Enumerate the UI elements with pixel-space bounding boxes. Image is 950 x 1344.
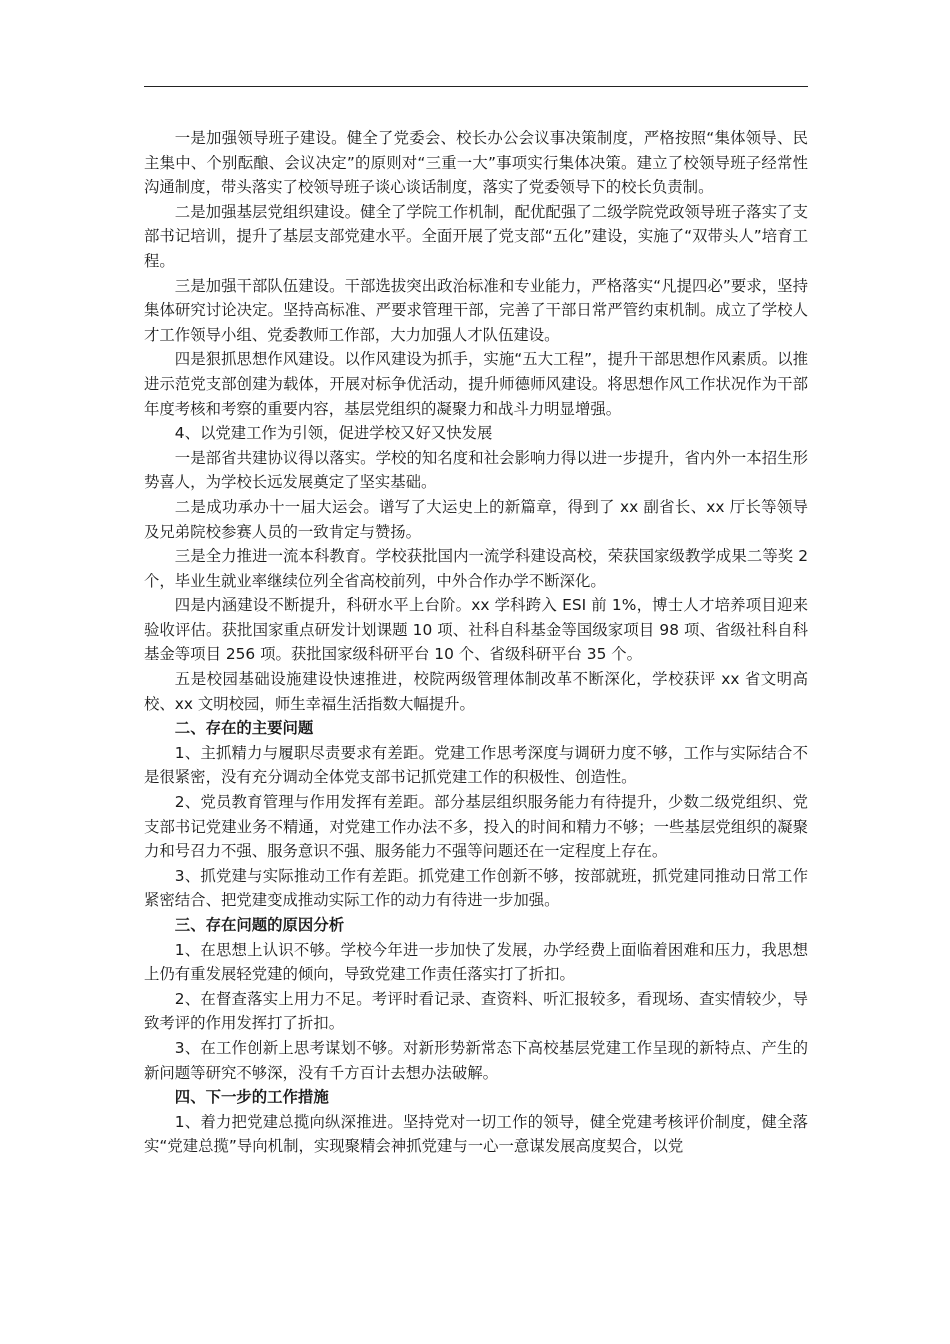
paragraph-problem-2: 2、党员教育管理与作用发挥有差距。部分基层组织服务能力有待提升，少数二级党组织、党支部书记党建业务不精通，对党建工作办法不多，投入的时间和精力不够；一些基层党组织的凝聚力和号召力不强、服务意识不强、服务能力不强等问题还在一定程度上存在。 <box>144 793 808 861</box>
paragraph-cause-2: 2、在督查落实上用力不足。考评时看记录、查资料、听汇报较多，看现场、查实情较少，导致考评的作用发挥打了折扣。 <box>144 989 808 1033</box>
heading-next-steps: 四、下一步的工作措施 <box>174 1088 329 1107</box>
paragraph-problem-3: 3、抓党建与实际推动工作有差距。抓党建工作创新不够，按部就班，抓党建同推动日常工作紧密结合、把党建变成推动实际工作的动力有待进一步加强。 <box>144 866 808 910</box>
document-body <box>144 126 808 1159</box>
paragraph-problem-1: 1、主抓精力与履职尽责要求有差距。党建工作思考深度与调研力度不够，工作与实际结合不是很紧密，没有充分调动全体党支部书记抓党建工作的积极性、创造性。 <box>144 743 808 787</box>
paragraph-measure-1: 1、着力把党建总揽向纵深推进。坚持党对一切工作的领导，健全党建考核评价制度，健全落实“党建总揽”导向机制，实现聚精会神抓党建与一心一意谋发展高度契合，以党 <box>144 1112 808 1156</box>
paragraph-cadres: 三是加强干部队伍建设。干部选拔突出政治标准和专业能力，严格落实“凡提四必”要求，坚持集体研究讨论决定。坚持高标准、严要求管理干部，完善了干部日常严管约束机制。成立了学校人才工作领导小组、党委教师工作部，大力加强人才队伍建设。 <box>144 276 808 344</box>
paragraph-undergrad: 三是全力推进一流本科教育。学校获批国内一流学科建设高校，荣获国家级教学成果二等奖 2 个，毕业生就业率继续位列全省高校前列，中外合作办学不断深化。 <box>144 547 808 590</box>
paragraph-infrastructure: 五是校园基础设施建设快速推进，校院两级管理体制改革不断深化，学校获评 xx 省文明高校、xx 文明校园，师生幸福生活指数大幅提升。 <box>144 670 808 713</box>
paragraph-co-construction: 一是部省共建协议得以落实。学校的知名度和社会影响力得以进一步提升，省内外一本招生形势喜人，为学校长远发展奠定了坚实基础。 <box>144 448 808 492</box>
paragraph-games: 二是成功承办十一届大运会。谱写了大运史上的新篇章，得到了 xx 副省长、xx 厅长等领导及兄弟院校参赛人员的一致肯定与赞扬。 <box>144 497 808 541</box>
heading-main-problems: 二、存在的主要问题 <box>174 719 314 738</box>
paragraph-cause-3: 3、在工作创新上思考谋划不够。对新形势新常态下高校基层党建工作呈现的新特点、产生的新问题等研究不够深，没有千方百计去想办法破解。 <box>144 1038 808 1082</box>
paragraph-leadership: 一是加强领导班子建设。健全了党委会、校长办公会议事决策制度，严格按照“集体领导、民主集中、个别酝酿、会议决定”的原则对“三重一大”事项实行集体决策。建立了校领导班子经常性沟通制度，带头落实了校领导班子谈心谈话制度，落实了党委领导下的校长负责制。 <box>144 129 808 197</box>
header-rule <box>144 86 808 87</box>
paragraph-grassroots: 二是加强基层党组织建设。健全了学院工作机制，配优配强了二级学院党政领导班子落实了支部书记培训，提升了基层支部党建水平。全面开展了党支部“五化”建设，实施了“双带头人”培育工程。 <box>144 202 808 270</box>
paragraph-cause-1: 1、在思想上认识不够。学校今年进一步加快了发展，办学经费上面临着困难和压力，我思想上仍有重发展轻党建的倾向，导致党建工作责任落实打了折扣。 <box>144 940 808 984</box>
paragraph-research: 四是内涵建设不断提升，科研水平上台阶。xx 学科跨入 ESI 前 1%，博士人才培养项目迎来验收评估。获批国家重点研发计划课题 10 项、社科自科基金等国级家项目 98 项、省级社科自科基金等项目 256 项。获批国家级科研平台 10 个、省级科研平台 35 个。 <box>144 596 808 664</box>
paragraph-work-style: 四是狠抓思想作风建设。以作风建设为抓手，实施“五大工程”，提升干部思想作风素质。以推进示范党支部创建为载体，开展对标争优活动，提升师德师风建设。将思想作风工作状况作为干部年度考核和考察的重要内容，基层党组织的凝聚力和战斗力明显增强。 <box>144 350 808 418</box>
heading-cause-analysis: 三、存在问题的原因分析 <box>174 916 345 934</box>
paragraph-section-4: 4、以党建工作为引领，促进学校又好又快发展 <box>174 424 493 443</box>
